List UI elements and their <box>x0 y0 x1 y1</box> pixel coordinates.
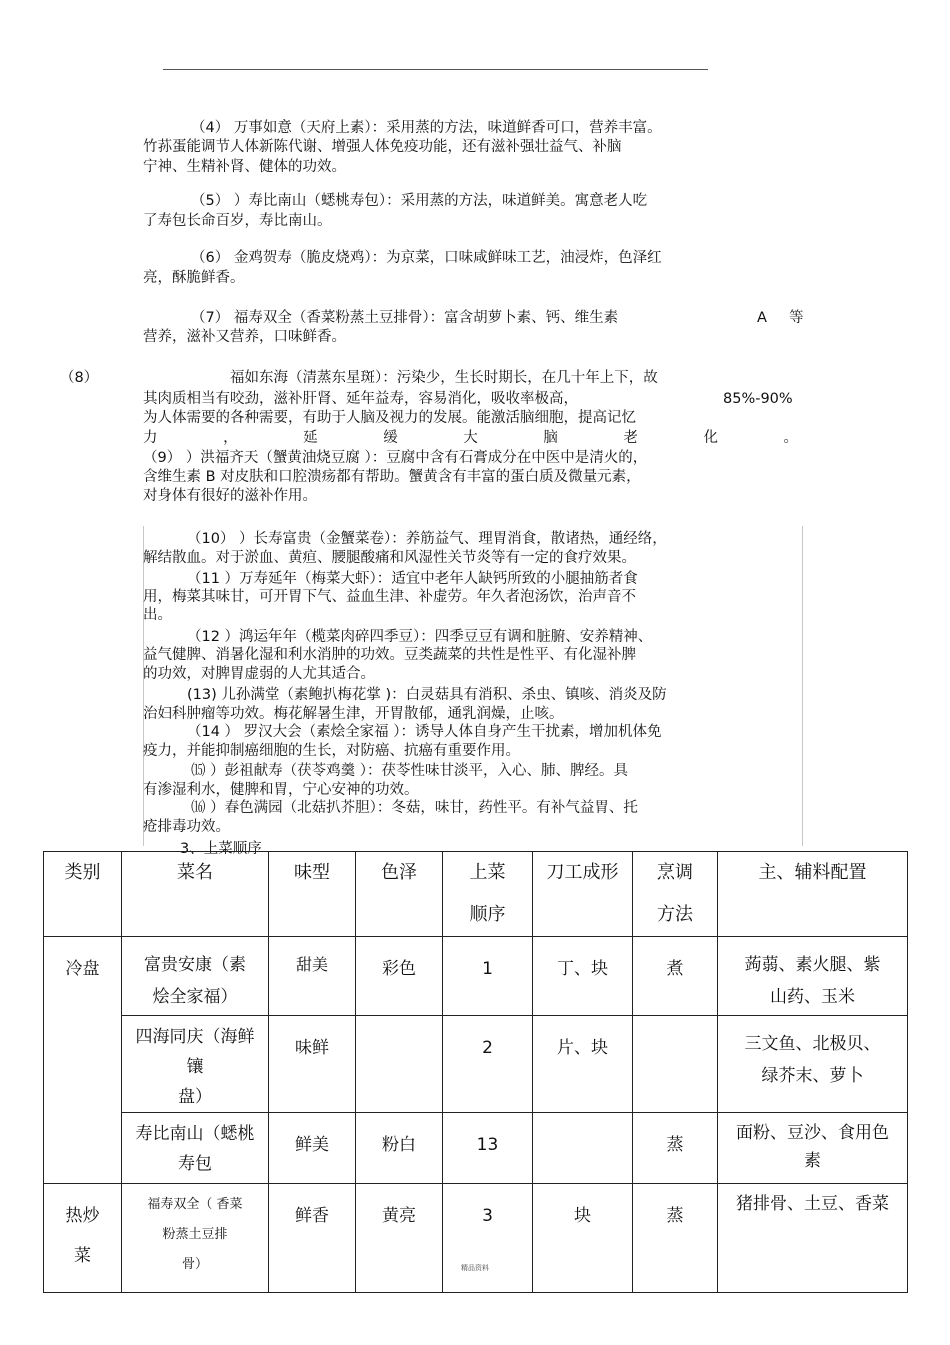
cell-method <box>633 1016 718 1113</box>
para-13-line-2: 治妇科肿瘤等功效。梅花解暑生津，开胃散郁，通乳润燥，止咳。 <box>143 706 564 722</box>
cell-method: 蒸 <box>633 1184 718 1293</box>
cell-color: 彩色 <box>356 937 443 1016</box>
cell-color <box>356 1016 443 1113</box>
para-7-line-1: （7） 福寿双全（香菜粉蒸土豆排骨）：富含胡萝卜素、钙、维生素 <box>191 310 619 326</box>
section-heading-serving-order: 3、上菜顺序 <box>180 840 266 858</box>
para-10-line-1: （10） ）长寿富贵（金蟹菜卷）：养筋益气、理胃消食，散诸热，通经络， <box>187 531 667 547</box>
cell-dish-name: 四海同庆（海鲜镶 盘） <box>122 1016 269 1113</box>
header-category: 类别 <box>44 852 122 937</box>
para-13-line-1: (13) 儿孙满堂（素鲍扒梅花掌 )：白灵菇具有消积、杀虫、镇咳、消炎及防 <box>187 687 667 703</box>
para-7-vitamin-a: A <box>757 310 767 326</box>
cell-dish-name: 寿比南山（蟋桃 寿包 <box>122 1113 269 1184</box>
para-8-line-2: 其肉质相当有咬劲，滋补肝肾、延年益寿，容易消化，吸收率极高， <box>143 391 578 407</box>
header-dish-name: 菜名 <box>122 852 269 937</box>
header-knife-work: 刀工成形 <box>533 852 633 937</box>
para-9-line-3: 对身体有很好的滋补作用。 <box>143 488 317 504</box>
cell-knife-work: 片、块 <box>533 1016 633 1113</box>
char: 化 <box>703 430 718 446</box>
cell-ingredients: 面粉、豆沙、食用色 素 <box>718 1113 908 1184</box>
cell-dish-name: 福寿双全（ 香菜 粉蒸土豆排 骨） <box>122 1184 269 1293</box>
cell-method: 煮 <box>633 937 718 1016</box>
char: 大 <box>463 430 478 446</box>
table-row <box>44 1016 908 1113</box>
para-12-line-1: （12 ）鸿运年年（榄菜肉碎四季豆）：四季豆豆有调和脏腑、安养精神、 <box>187 629 653 645</box>
para-15-line-1: ⒂ ）彭祖献寿（茯苓鸡羹 ）：茯苓性味甘淡平，入心、肺、脾经。具 <box>191 763 628 779</box>
header-flavor: 味型 <box>269 852 356 937</box>
header-color: 色泽 <box>356 852 443 937</box>
para-15-line-2: 有渗湿利水，健脾和胃，宁心安神的功效。 <box>143 782 419 798</box>
para-12-line-2: 益气健脾、消暑化湿和利水消肿的功效。豆类蔬菜的共性是性平、有化湿补脾 <box>143 647 636 663</box>
para-6-line-1: （6） 金鸡贺寿（脆皮烧鸡）：为京菜，口味咸鲜味工艺，油浸炸，色泽红 <box>191 250 662 266</box>
char: 延 <box>303 430 318 446</box>
cell-color: 黄亮 <box>356 1184 443 1293</box>
cell-method: 蒸 <box>633 1113 718 1184</box>
footer-note: 精品资料 <box>461 1264 489 1272</box>
para-8-line-1: 福如东海（清蒸东星斑）：污染少，生长时期长，在几十年上下，故 <box>230 370 658 386</box>
cell-knife-work: 块 <box>533 1184 633 1293</box>
cell-knife-work <box>533 1113 633 1184</box>
cell-knife-work: 丁、块 <box>533 937 633 1016</box>
cell-color: 粉白 <box>356 1113 443 1184</box>
cell-category: 热炒 菜 <box>44 1184 122 1293</box>
para-5-line-2: 了寿包长命百岁，寿比南山。 <box>143 213 332 229</box>
cell-flavor: 味鲜 <box>269 1016 356 1113</box>
para-7-line-2: 营养，滋补又营养，口味鲜香。 <box>143 329 346 345</box>
para-16-line-1: ⒃ ）春色满园（北菇扒芥胆）：冬菇，味甘，药性平。有补气益胃、托 <box>191 800 638 816</box>
char: 缓 <box>383 430 398 446</box>
cell-ingredients: 三文鱼、北极贝、 绿芥末、萝卜 <box>718 1016 908 1113</box>
cell-dish-name: 富贵安康（素 烩全家福） <box>122 937 269 1016</box>
cell-flavor: 甜美 <box>269 937 356 1016</box>
para-8-line-3: 为人体需要的各种需要，有助于人脑及视力的发展。能激活脑细胞，提高记忆 <box>143 410 636 426</box>
para-11-line-3: 出。 <box>143 607 172 623</box>
para-6-line-2: 亮，酥脆鲜香。 <box>143 270 245 286</box>
para-9-line-1: （9） ）洪福齐天（蟹黄油烧豆腐 ）：豆腐中含有石膏成分在中医中是清火的， <box>143 450 648 466</box>
para-4-line-2: 竹荪蛋能调节人体新陈代谢、增强人体免疫功能，还有滋补强壮益气、补脑 <box>143 139 622 155</box>
table-row <box>44 937 908 1016</box>
para-12-line-3: 的功效，对脾胃虚弱的人尤其适合。 <box>143 666 375 682</box>
cell-order: 3 <box>443 1184 533 1293</box>
char: 。 <box>783 430 798 446</box>
char: ， <box>223 430 238 446</box>
para-7-deng: 等 <box>789 310 804 326</box>
cell-flavor: 鲜美 <box>269 1113 356 1184</box>
para-14-line-2: 疫力，并能抑制癌细胞的生长，对防癌、抗癌有重要作用。 <box>143 743 520 759</box>
para-10-line-2: 解结散血。对于淤血、黄疸、腰腿酸痛和风湿性关节炎等有一定的食疗效果。 <box>143 550 636 566</box>
cell-order: 1 <box>443 937 533 1016</box>
cell-category: 冷盘 <box>44 937 122 1184</box>
para-4-line-1: （4） 万事如意（天府上素）：采用蒸的方法，味道鲜香可口，营养丰富。 <box>191 120 662 136</box>
header-serving-order: 上菜 顺序 <box>443 852 533 937</box>
para-9-line-2: 含维生素 B 对皮肤和口腔溃疡都有帮助。蟹黄含有丰富的蛋白质及微量元素， <box>143 469 641 485</box>
table-row <box>44 1113 908 1184</box>
para-16-line-2: 疮排毒功效。 <box>143 819 230 835</box>
header-ingredients: 主、辅料配置 <box>718 852 908 937</box>
para-8-number: （8） <box>60 370 99 386</box>
table-header-row <box>44 852 908 937</box>
char: 脑 <box>543 430 558 446</box>
table-row <box>44 1184 908 1293</box>
para-5-line-1: （5） ）寿比南山（蟋桃寿包）：采用蒸的方法，味道鲜美。寓意老人吃 <box>191 193 648 209</box>
para-11-line-1: （11 ）万寿延年（梅菜大虾）：适宜中老年人缺钙所致的小腿抽筋者食 <box>187 571 638 587</box>
para-11-line-2: 用，梅菜其味甘，可开胃下气、益血生津、补虚劳。年久者泡汤饮，治声音不 <box>143 589 636 605</box>
para-8-line-4 <box>143 429 798 447</box>
cell-order: 13 <box>443 1113 533 1184</box>
para-8-percent: 85%-90% <box>723 391 793 407</box>
cell-flavor: 鲜香 <box>269 1184 356 1293</box>
header-rule <box>163 69 708 70</box>
menu-table <box>43 851 908 1293</box>
cell-ingredients: 蒟蒻、素火腿、紫 山药、玉米 <box>718 937 908 1016</box>
para-4-line-3: 宁神、生精补肾、健体的功效。 <box>143 159 346 175</box>
char: 老 <box>623 430 638 446</box>
para-14-line-1: （14 ） 罗汉大会（素烩全家福 ）：诱导人体自身产生干扰素，增加机体免 <box>187 724 662 740</box>
char: 力 <box>143 430 158 446</box>
header-cooking-method: 烹调 方法 <box>633 852 718 937</box>
cell-ingredients: 猪排骨、土豆、香菜 <box>718 1184 908 1293</box>
margin-line-right <box>802 526 803 846</box>
cell-order: 2 <box>443 1016 533 1113</box>
